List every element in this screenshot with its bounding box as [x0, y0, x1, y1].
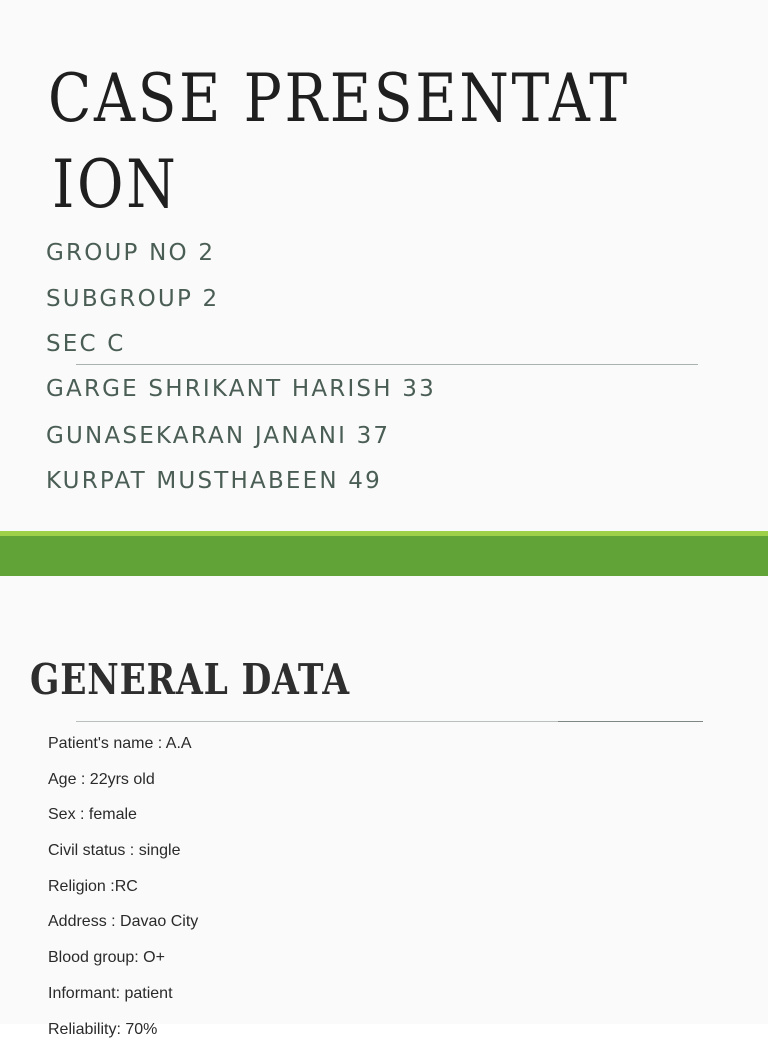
patient-age: Age : 22yrs old: [48, 768, 198, 804]
slide-title-line-2: ION: [52, 152, 178, 218]
accent-stripe: [0, 536, 768, 576]
civil-status: Civil status : single: [48, 839, 198, 875]
blood-group: Blood group: O+: [48, 946, 198, 982]
general-data-title: GENERAL DATA: [30, 659, 350, 701]
informant: Informant: patient: [48, 982, 198, 1018]
slide-title-line-1: CASE PRESENTAT: [48, 66, 630, 132]
general-data-slide: [0, 576, 768, 1024]
religion: Religion :RC: [48, 875, 198, 911]
member-3: KURPAT MUSTHABEEN 49: [46, 470, 382, 493]
patient-name: Patient's name : A.A: [48, 732, 198, 768]
group-number: GROUP NO 2: [46, 242, 215, 265]
patient-sex: Sex : female: [48, 803, 198, 839]
general-data-divider-accent: [558, 721, 703, 722]
address: Address : Davao City: [48, 910, 198, 946]
section-label: SEC C: [46, 333, 126, 356]
member-2: GUNASEKARAN JANANI 37: [46, 425, 390, 448]
title-divider: [76, 364, 698, 365]
subgroup-number: SUBGROUP 2: [46, 288, 219, 311]
member-1: GARGE SHRIKANT HARISH 33: [46, 378, 436, 401]
general-data-list: [48, 732, 198, 1053]
reliability: Reliability: 70%: [48, 1018, 198, 1053]
